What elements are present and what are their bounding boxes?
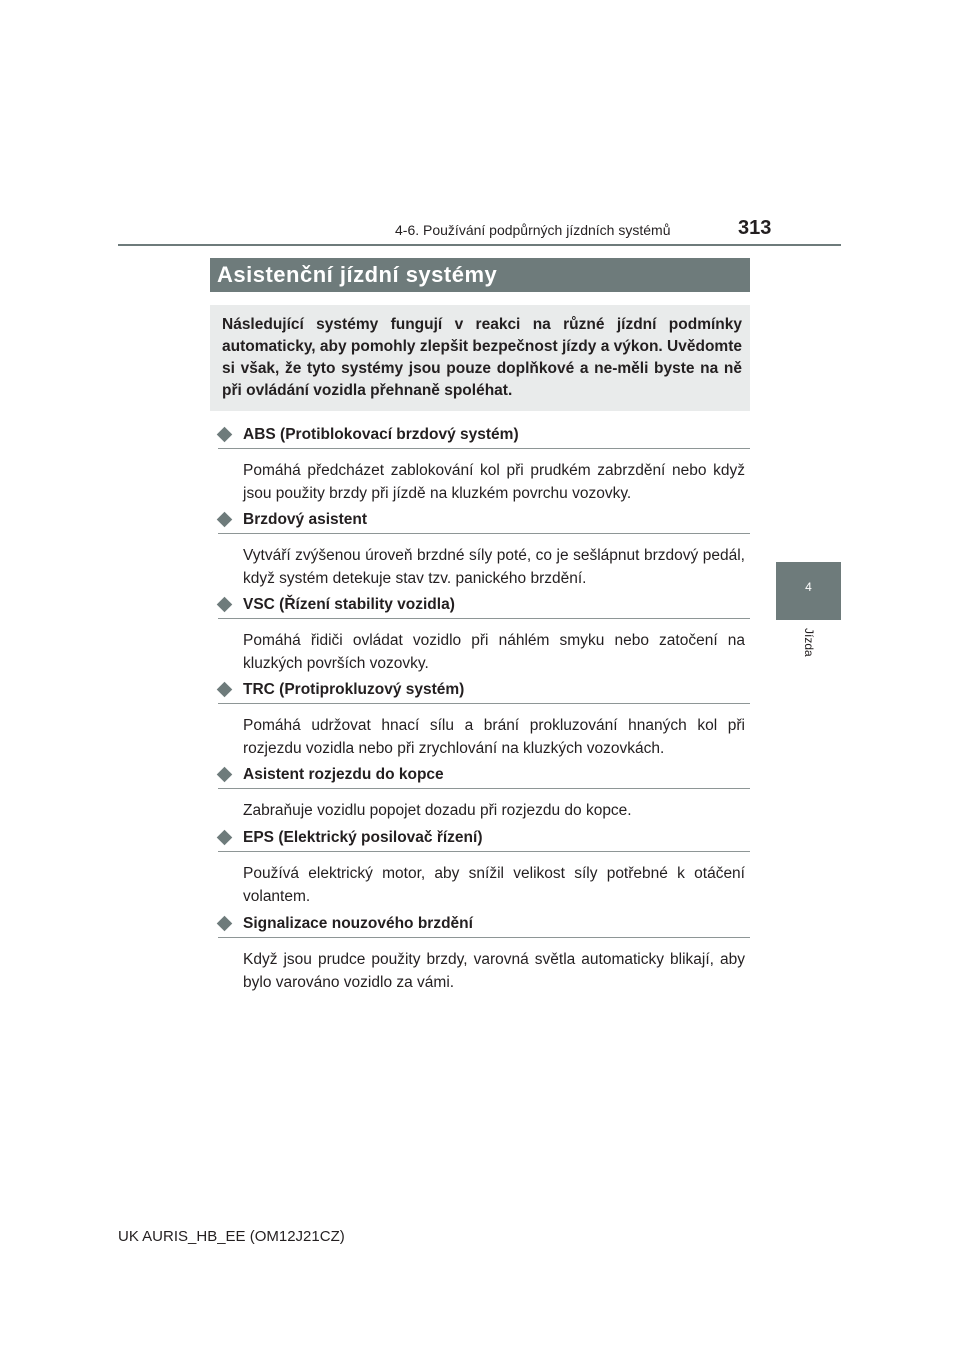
document-code: UK AURIS_HB_EE (OM12J21CZ) xyxy=(118,1228,345,1245)
feature-heading xyxy=(218,594,750,619)
feature-title: TRC (Protiprokluzový systém) xyxy=(243,681,465,698)
feature-heading xyxy=(218,679,750,704)
diamond-bullet-icon xyxy=(217,830,233,846)
intro-text: Následující systémy fungují v reakci na různé jízdní podmínky automaticky, aby pomohly zlepšit bezpečnost jízdy a výkon. Uvědomte si však, že tyto systémy jsou pouze doplňkové a ne-měli byste na ně při ovládání vozidla přehnaně spoléhat. xyxy=(222,316,742,399)
feature-description: Pomáhá udržovat hnací sílu a brání prokluzování hnaných kol při rozjezdu vozidla nebo při zrychlování na kluzkých vozovkách. xyxy=(243,717,745,757)
page-number: 313 xyxy=(738,217,772,239)
intro-box xyxy=(210,305,750,411)
page-title: Asistenční jízdní systémy xyxy=(217,262,498,287)
feature-item-trc xyxy=(218,679,750,760)
chapter-number: 4 xyxy=(805,580,812,594)
feature-description: Zabraňuje vozidlu popojet dozadu při rozjezdu do kopce. xyxy=(243,802,632,819)
feature-description: Používá elektrický motor, aby snížil velikost síly potřebné k otáčení volantem. xyxy=(243,865,745,905)
feature-item-emergency-brake-signal xyxy=(218,913,750,994)
feature-description: Vytváří zvýšenou úroveň brzdné síly poté, co je sešlápnut brzdový pedál, když systém detekuje stav tzv. panického brzdění. xyxy=(243,547,745,587)
feature-item-vsc xyxy=(218,594,750,675)
diamond-bullet-icon xyxy=(217,427,233,443)
feature-item-hill-start-assist xyxy=(218,764,750,822)
feature-title: Signalizace nouzového brzdění xyxy=(243,915,473,932)
feature-item-eps xyxy=(218,827,750,908)
title-bar xyxy=(210,258,750,292)
diamond-bullet-icon xyxy=(217,512,233,528)
feature-description: Když jsou prudce použity brzdy, varovná světla automaticky blikají, aby bylo varováno vozidlo za vámi. xyxy=(243,951,745,991)
feature-heading xyxy=(218,913,750,938)
feature-title: EPS (Elektrický posilovač řízení) xyxy=(243,829,483,846)
section-heading: 4-6. Používání podpůrných jízdních systémů xyxy=(395,222,671,238)
feature-heading xyxy=(218,764,750,789)
diamond-bullet-icon xyxy=(217,682,233,698)
chapter-label: Jízda xyxy=(802,628,816,657)
feature-item-brake-assist xyxy=(218,509,750,590)
feature-heading xyxy=(218,827,750,852)
feature-item-abs xyxy=(218,424,750,505)
chapter-tab xyxy=(776,562,841,620)
feature-heading xyxy=(218,424,750,449)
diamond-bullet-icon xyxy=(217,767,233,783)
feature-title: Asistent rozjezdu do kopce xyxy=(243,766,444,783)
header-divider xyxy=(118,244,841,246)
feature-title: VSC (Řízení stability vozidla) xyxy=(243,596,455,613)
diamond-bullet-icon xyxy=(217,916,233,932)
diamond-bullet-icon xyxy=(217,597,233,613)
feature-title: Brzdový asistent xyxy=(243,511,368,528)
feature-heading xyxy=(218,509,750,534)
feature-description: Pomáhá řidiči ovládat vozidlo při náhlém smyku nebo zatočení na kluzkých površích vozovky. xyxy=(243,632,745,672)
feature-title: ABS (Protiblokovací brzdový systém) xyxy=(243,426,519,443)
feature-description: Pomáhá předcházet zablokování kol při prudkém zabrzdění nebo když jsou použity brzdy při jízdě na kluzkém povrchu vozovky. xyxy=(243,462,745,502)
